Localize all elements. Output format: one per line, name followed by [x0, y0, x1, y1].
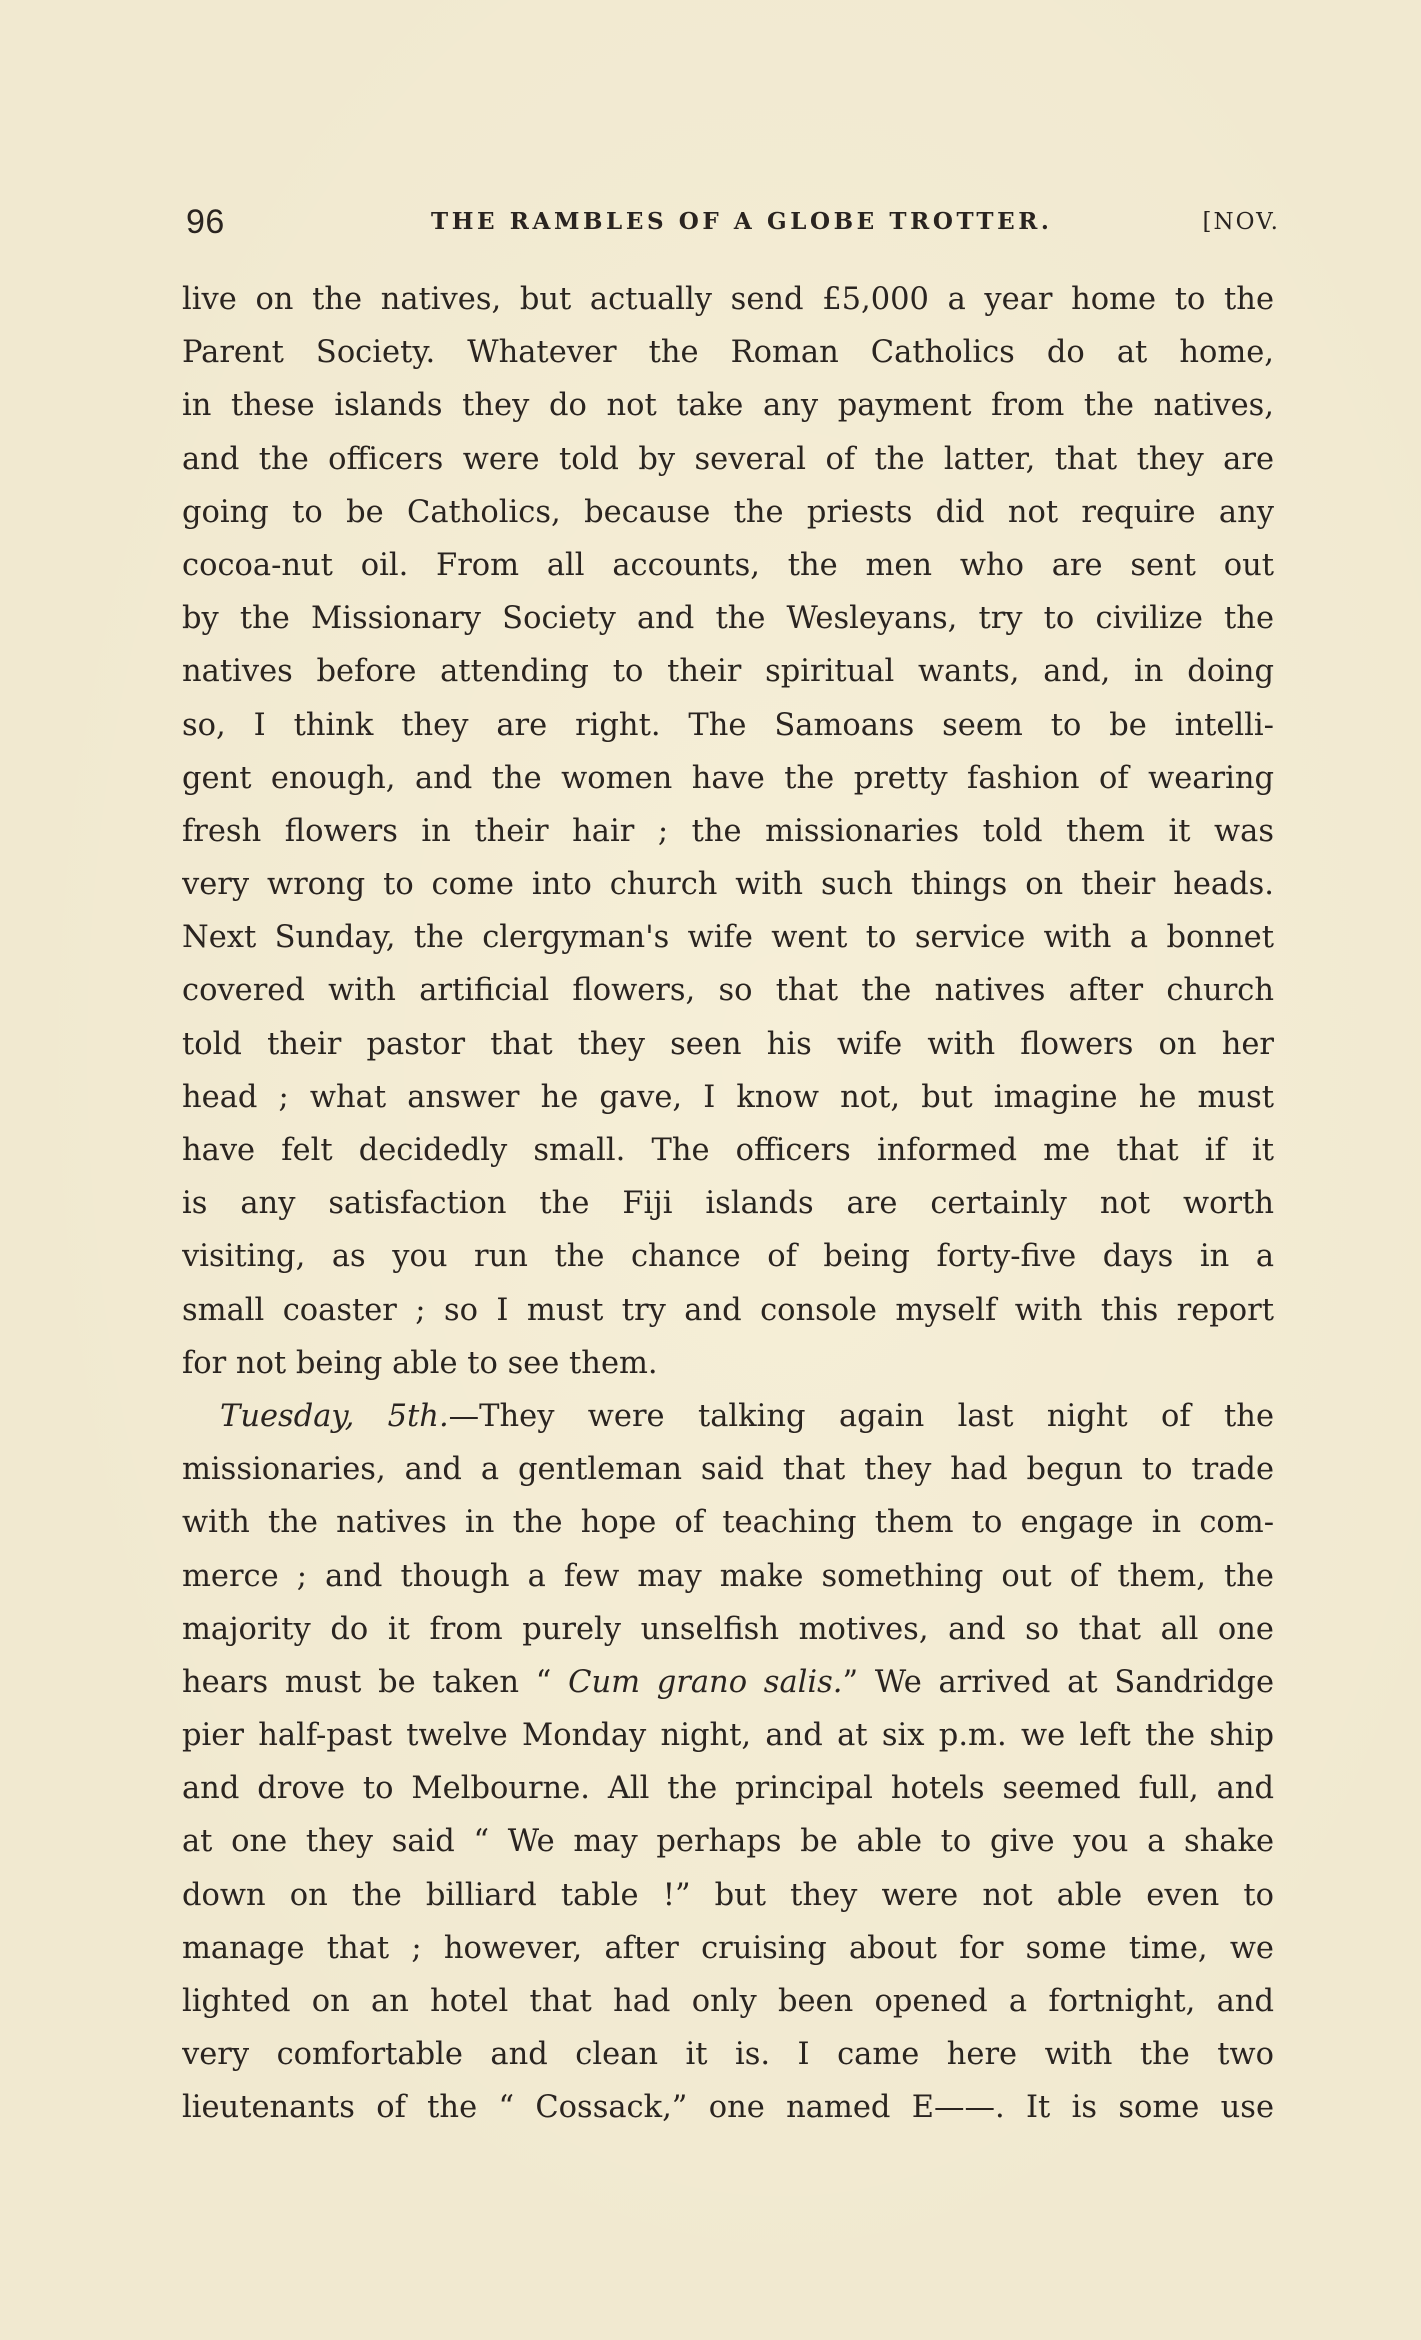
- paragraph-first-line: [182, 1390, 1274, 1443]
- text-line: small coaster ; so I must try and console myself with this report: [182, 1292, 1274, 1328]
- text-line: and drove to Melbourne. All the principal hotels seemed full, and: [182, 1771, 1274, 1807]
- page-number: 96: [186, 203, 225, 241]
- running-title: THE RAMBLES OF A GLOBE TROTTER.: [431, 208, 1053, 235]
- text-line: by the Missionary Society and the Wesleyans, try to civilize the: [182, 601, 1274, 637]
- header-month: [NOV.: [1202, 209, 1280, 235]
- text-line: in these islands they do not take any payment from the natives,: [182, 388, 1274, 424]
- text-line: live on the natives, but actually send £5,000 a year home to the: [182, 282, 1274, 317]
- text-line: with the natives in the hope of teaching them to engage in com-: [182, 1505, 1274, 1541]
- latin-quote: Cum grano salis.: [568, 1664, 843, 1700]
- text-line: and the officers were told by several of the latter, that they are: [182, 441, 1274, 477]
- text-line: fresh flowers in their hair ; the missionaries told them it was: [182, 813, 1274, 849]
- text-line-with-latin: [182, 1656, 1274, 1709]
- text-line: very wrong to come into church with such things on their heads.: [182, 867, 1274, 903]
- text-line: so, I think they are right. The Samoans seem to be intelli-: [182, 707, 1274, 743]
- text-line: Parent Society. Whatever the Roman Catholics do at home,: [182, 335, 1274, 371]
- text-line: covered with artificial flowers, so that the natives after church: [182, 973, 1274, 1009]
- body-text: [182, 273, 1274, 2135]
- text-run: hears must be taken “: [182, 1664, 569, 1700]
- text-line: have felt decidedly small. The officers informed me that if it: [182, 1133, 1274, 1168]
- text-line: majority do it from purely unselfish motives, and so that all one: [182, 1611, 1274, 1647]
- text-line: lieutenants of the “ Cossack,” one named E——. It is some use: [182, 2090, 1274, 2126]
- text-line: missionaries, and a gentleman said that they had begun to trade: [182, 1452, 1274, 1488]
- text-line: for not being able to see them.: [182, 1345, 658, 1381]
- text-line: at one they said “ We may perhaps be able to give you a shake: [182, 1824, 1274, 1860]
- text-line: going to be Catholics, because the priests did not require any: [182, 494, 1274, 530]
- text-line: natives before attending to their spiritual wants, and, in doing: [182, 654, 1274, 690]
- text-run: ” We arrived at Sandridge: [842, 1664, 1274, 1700]
- date-label: Tuesday, 5th.: [220, 1398, 449, 1434]
- text-line: is any satisfaction the Fiji islands are certainly not worth: [182, 1186, 1274, 1222]
- text-line: down on the billiard table !” but they were not able even to: [182, 1877, 1274, 1913]
- text-run: —They were talking again last night of the: [448, 1398, 1274, 1434]
- text-line: head ; what answer he gave, I know not, but imagine he must: [182, 1079, 1274, 1115]
- page-header: [186, 198, 1280, 246]
- text-line: pier half-past twelve Monday night, and at six p.m. we left the ship: [182, 1718, 1274, 1754]
- text-line: very comfortable and clean it is. I came here with the two: [182, 2037, 1274, 2073]
- text-line: manage that ; however, after cruising about for some time, we: [182, 1930, 1274, 1966]
- text-line: Next Sunday, the clergyman's wife went to service with a bonnet: [182, 920, 1274, 956]
- text-line: lighted on an hotel that had only been opened a fortnight, and: [182, 1984, 1274, 2019]
- text-line: merce ; and though a few may make something out of them, the: [182, 1558, 1274, 1594]
- text-line: visiting, as you run the chance of being forty-five days in a: [182, 1239, 1274, 1275]
- text-line: cocoa-nut oil. From all accounts, the men who are sent out: [182, 547, 1274, 583]
- text-line: told their pastor that they seen his wife with flowers on her: [182, 1026, 1274, 1062]
- text-line: gent enough, and the women have the pretty fashion of wearing: [182, 760, 1274, 796]
